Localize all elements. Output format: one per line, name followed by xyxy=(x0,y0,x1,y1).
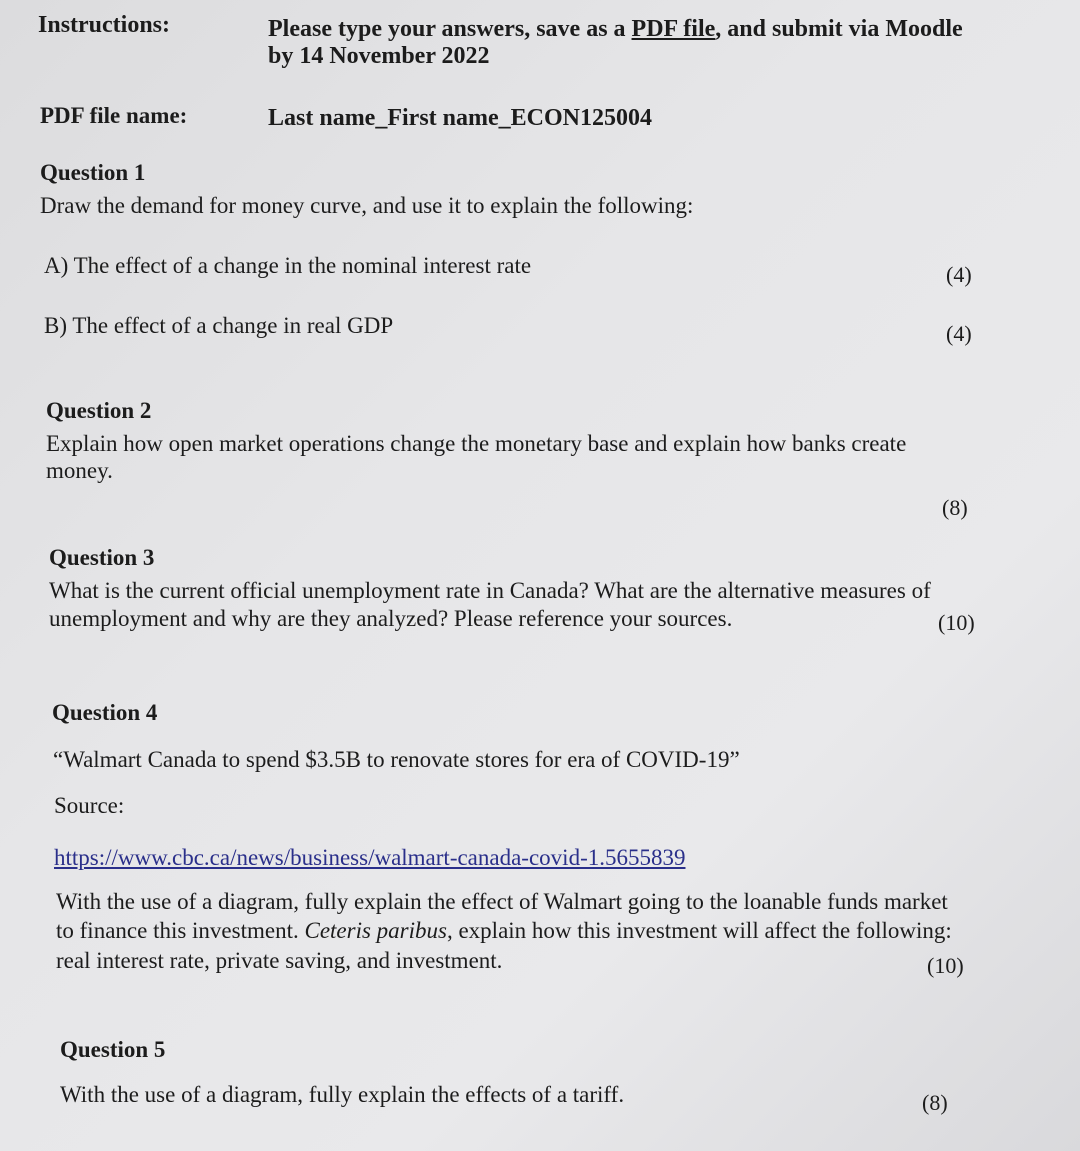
question-4-marks: (10) xyxy=(927,953,964,978)
question-4-line-2-suffix: , explain how this investment will affect the following: xyxy=(446,918,952,943)
question-4-ceteris-paribus: Ceteris paribus xyxy=(304,918,447,943)
question-1-title: Question 1 xyxy=(40,160,146,185)
question-5-line-1: With the use of a diagram, fully explain the effects of a tariff. xyxy=(60,1082,625,1107)
question-1-part-b: B) The effect of a change in real GDP xyxy=(44,313,394,338)
question-5-marks: (8) xyxy=(922,1090,948,1115)
pdf-name-label: PDF file name: xyxy=(40,103,188,128)
pdf-file-text: PDF file xyxy=(631,16,716,42)
question-4-source-link[interactable]: https://www.cbc.ca/news/business/walmart-canada-covid-1.5655839 xyxy=(54,845,686,870)
instructions-line-1-suffix: , and submit via Moodle xyxy=(715,16,963,42)
question-2-marks: (8) xyxy=(942,495,968,520)
question-4-headline: “Walmart Canada to spend $3.5B to renovate stores for era of COVID-19” xyxy=(53,747,740,772)
question-2-title: Question 2 xyxy=(46,398,152,423)
question-3-marks: (10) xyxy=(938,610,975,635)
question-4-title: Question 4 xyxy=(52,700,158,725)
question-3-line-1: What is the current official unemployment rate in Canada? What are the alternative measures of xyxy=(49,578,931,603)
pdf-name-value: Last name_First name_ECON125004 xyxy=(268,105,652,131)
question-2-line-2: money. xyxy=(46,458,113,483)
question-4-source-label: Source: xyxy=(54,793,125,818)
instructions-line-1-prefix: Please type your answers, save as a xyxy=(268,16,632,42)
question-1-part-b-marks: (4) xyxy=(946,321,972,346)
question-4-line-2-prefix: to finance this investment. xyxy=(56,918,305,943)
question-3-line-2: unemployment and why are they analyzed? Please reference your sources. xyxy=(49,606,733,631)
instructions-line-1 xyxy=(268,16,963,43)
question-3-title: Question 3 xyxy=(49,545,155,570)
instructions-label: Instructions: xyxy=(38,12,171,38)
question-4-line-1: With the use of a diagram, fully explain the effect of Walmart going to the loanable funds market xyxy=(56,889,948,914)
question-1-prompt: Draw the demand for money curve, and use it to explain the following: xyxy=(40,193,694,218)
instructions-deadline: by 14 November 2022 xyxy=(268,43,490,69)
question-1-part-a: A) The effect of a change in the nominal interest rate xyxy=(44,253,532,278)
question-4-line-3: real interest rate, private saving, and investment. xyxy=(56,948,503,973)
question-4-line-2 xyxy=(56,918,952,944)
question-2-line-1: Explain how open market operations change the monetary base and explain how banks create xyxy=(46,431,907,456)
question-1-part-a-marks: (4) xyxy=(946,262,972,287)
question-5-title: Question 5 xyxy=(60,1037,166,1062)
